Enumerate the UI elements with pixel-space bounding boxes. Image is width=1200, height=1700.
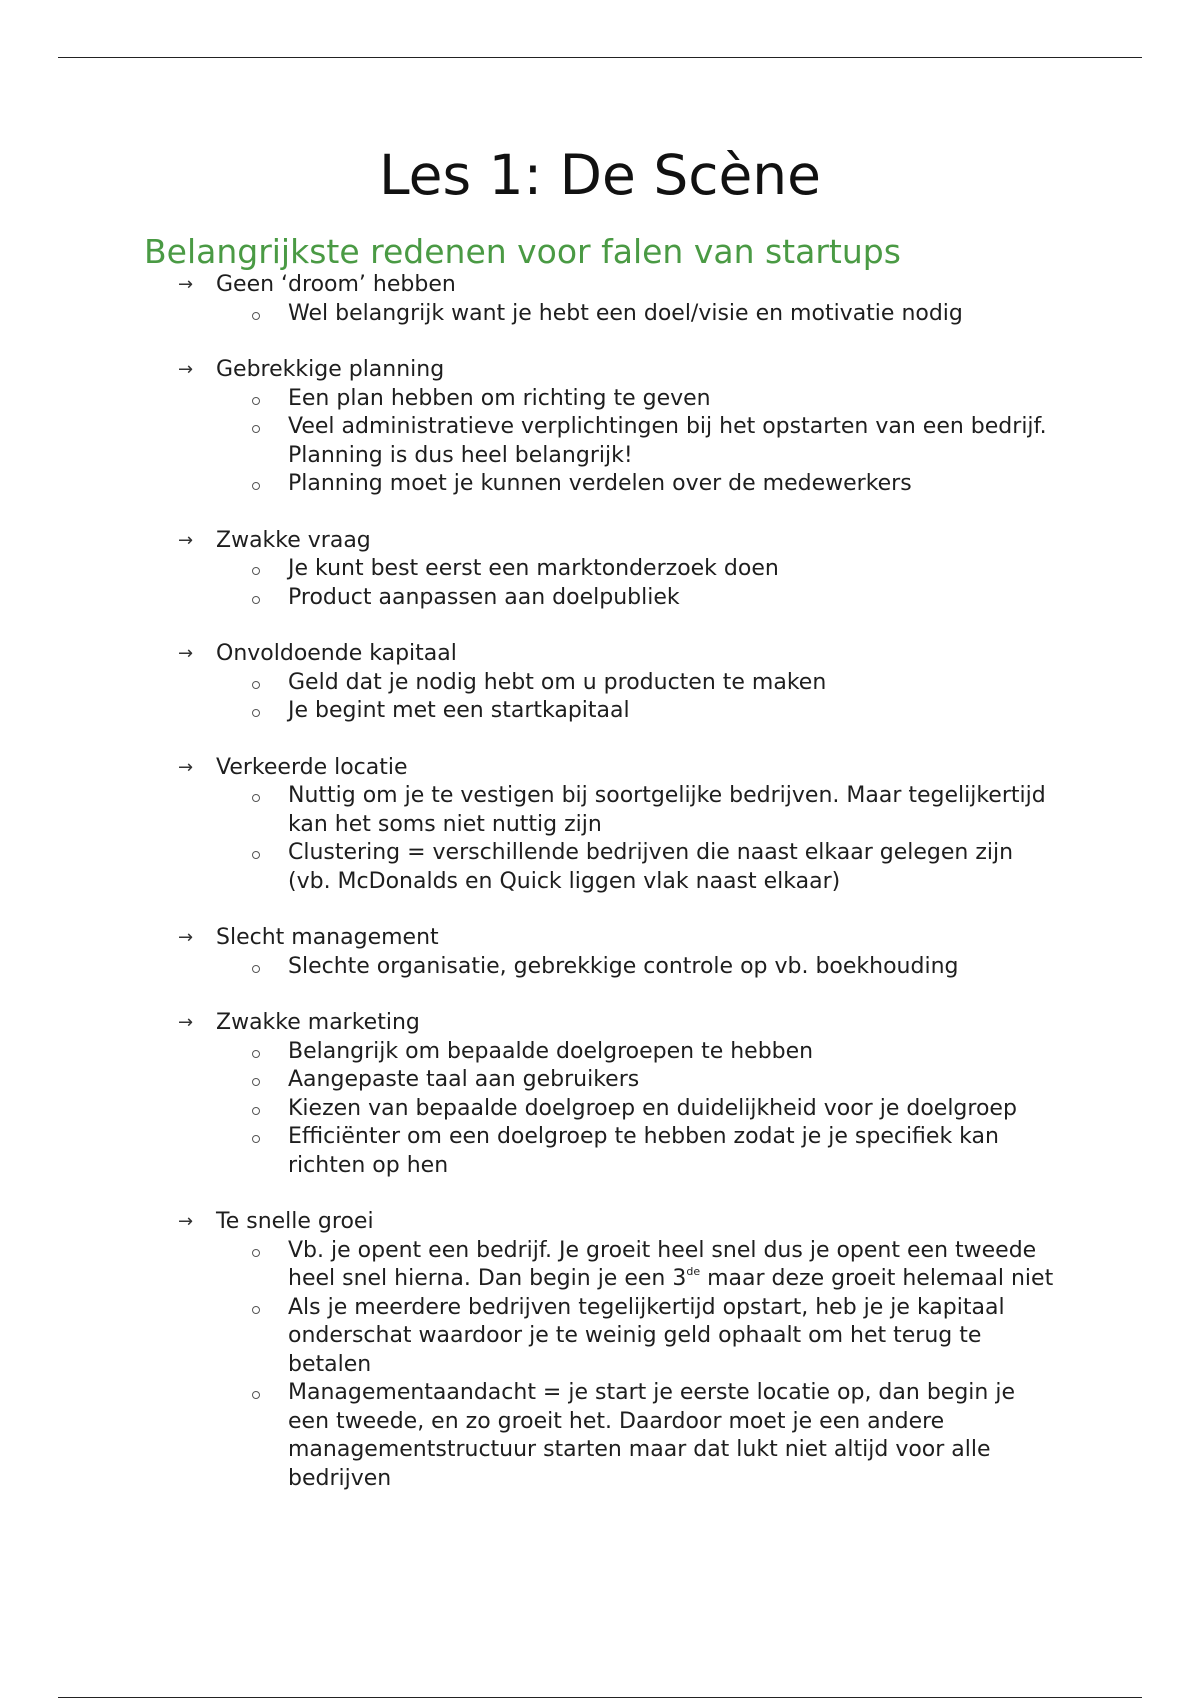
reason-section [0,924,1200,981]
circle-bullet-icon [252,965,260,973]
circle-bullet-icon [252,1306,260,1314]
reason-section [0,527,1200,613]
circle-bullet-icon [252,1107,260,1115]
reason-label: Gebrekkige planning [216,357,445,382]
reason-label: Verkeerde locatie [216,754,408,780]
reason-label: Te snelle groei [216,1209,374,1234]
circle-bullet-icon [252,596,260,604]
reason-label: Geen ‘droom’ hebben [216,272,456,297]
reason-section [0,271,1200,328]
sub-item-text: Belangrijk om bepaalde doelgroepen te hebben [288,1038,814,1064]
reason-label: Zwakke marketing [216,1010,420,1035]
arrow-icon: → [178,643,194,664]
page-title: Les 1: De Scène [378,143,821,207]
reason-item [0,924,1200,953]
arrow-icon: → [178,756,194,778]
circle-bullet-icon [252,567,260,575]
arrow-icon: → [178,359,194,380]
sub-item [0,1123,1200,1180]
reason-section [0,1009,1200,1180]
section-heading: Belangrijkste redenen voor falen van startups [144,232,901,271]
sub-item [0,1095,1200,1124]
sub-item [0,1066,1200,1095]
circle-bullet-icon [252,1391,260,1399]
sub-item-text: Product aanpassen aan doelpubliek [288,584,680,610]
reason-section [0,754,1200,897]
sub-item [0,385,1200,414]
sub-item-text: Geld dat je nodig hebt om u producten te maken [288,669,827,695]
sub-item-text: Nuttig om je te vestigen bij soortgelijke bedrijven. Maar tegelijkertijd kan het soms niet nuttig zijn [288,783,1046,837]
sub-item [0,1237,1200,1294]
bottom-rule [58,1697,1142,1698]
sub-item-text: Kiezen van bepaalde doelgroep en duidelijkheid voor je doelgroep [288,1095,1017,1121]
reason-label: Slecht management [216,925,439,950]
reason-label: Onvoldoende kapitaal [216,641,457,666]
arrow-icon: → [178,274,194,295]
sub-item-text: Slechte organisatie, gebrekkige controle op vb. boekhouding [288,953,959,979]
sub-item-text: Managementaandacht = je start je eerste locatie op, dan begin je een tweede, en zo groeit het. Daardoor moet je een andere managementstructuur starten maar dat lukt niet altijd voor alle bedrijven [288,1380,1015,1491]
sub-item [0,413,1200,470]
sub-item [0,1379,1200,1493]
sub-item-text: Als je meerdere bedrijven tegelijkertijd opstart, heb je je kapitaal onderschat waardoor je te weinig geld ophaalt om het terug te betalen [288,1294,1005,1377]
sub-item [0,470,1200,499]
circle-bullet-icon [252,1249,260,1257]
circle-bullet-icon [252,851,260,859]
arrow-icon: → [178,1211,194,1232]
reason-item [0,1009,1200,1038]
arrow-icon: → [178,1012,194,1033]
reason-label: Zwakke vraag [216,527,371,553]
sub-item-text: Vb. je opent een bedrijf. Je groeit heel snel dus je opent een tweede heel snel hierna. Dan begin je een 3 [288,1237,1037,1291]
sub-item [0,584,1200,613]
sub-item-text: Clustering = verschillende bedrijven die naast elkaar gelegen zijn (vb. McDonalds en Quick liggen vlak naast elkaar) [288,840,1014,894]
circle-bullet-icon [252,1050,260,1058]
sub-item-text: Veel administratieve verplichtingen bij het opstarten van een bedrijf. Planning is dus heel belangrijk! [288,414,1047,468]
sub-item [0,1038,1200,1067]
reason-section [0,356,1200,499]
sub-item [0,953,1200,982]
circle-bullet-icon [252,709,260,717]
sub-item-text: Aangepaste taal aan gebruikers [288,1067,640,1092]
reason-item [0,271,1200,300]
sub-item-text: Planning moet je kunnen verdelen over de medewerkers [288,471,912,496]
circle-bullet-icon [252,1078,260,1086]
arrow-icon: → [178,529,194,551]
arrow-icon: → [178,927,194,948]
circle-bullet-icon [252,397,260,405]
sub-item [0,782,1200,839]
top-rule [58,57,1142,58]
sub-item-text: maar deze groeit helemaal niet [700,1266,1054,1291]
sub-item-text: Je kunt best eerst een marktonderzoek doen [288,556,779,581]
circle-bullet-icon [252,1135,260,1143]
reason-item [0,356,1200,385]
sub-item-text: Wel belangrijk want je hebt een doel/visie en motivatie nodig [288,300,963,326]
reason-item [0,1208,1200,1237]
sub-item [0,669,1200,698]
sub-item-text: Efficiënter om een doelgroep te hebben zodat je je specifiek kan richten op hen [288,1124,999,1178]
sub-item [0,697,1200,726]
sub-item [0,1294,1200,1380]
reason-section [0,640,1200,726]
circle-bullet-icon [252,794,260,802]
sub-item-text: Een plan hebben om richting te geven [288,385,711,411]
reason-item [0,640,1200,669]
ordinal-suffix: de [686,1265,701,1278]
reasons-list [0,271,1200,1521]
sub-item [0,300,1200,329]
reason-item [0,754,1200,783]
circle-bullet-icon [252,681,260,689]
circle-bullet-icon [252,482,260,490]
sub-item [0,839,1200,896]
sub-item [0,555,1200,584]
reason-item [0,527,1200,556]
circle-bullet-icon [252,425,260,433]
reason-section [0,1208,1200,1493]
circle-bullet-icon [252,312,260,320]
sub-item-text: Je begint met een startkapitaal [288,698,630,723]
